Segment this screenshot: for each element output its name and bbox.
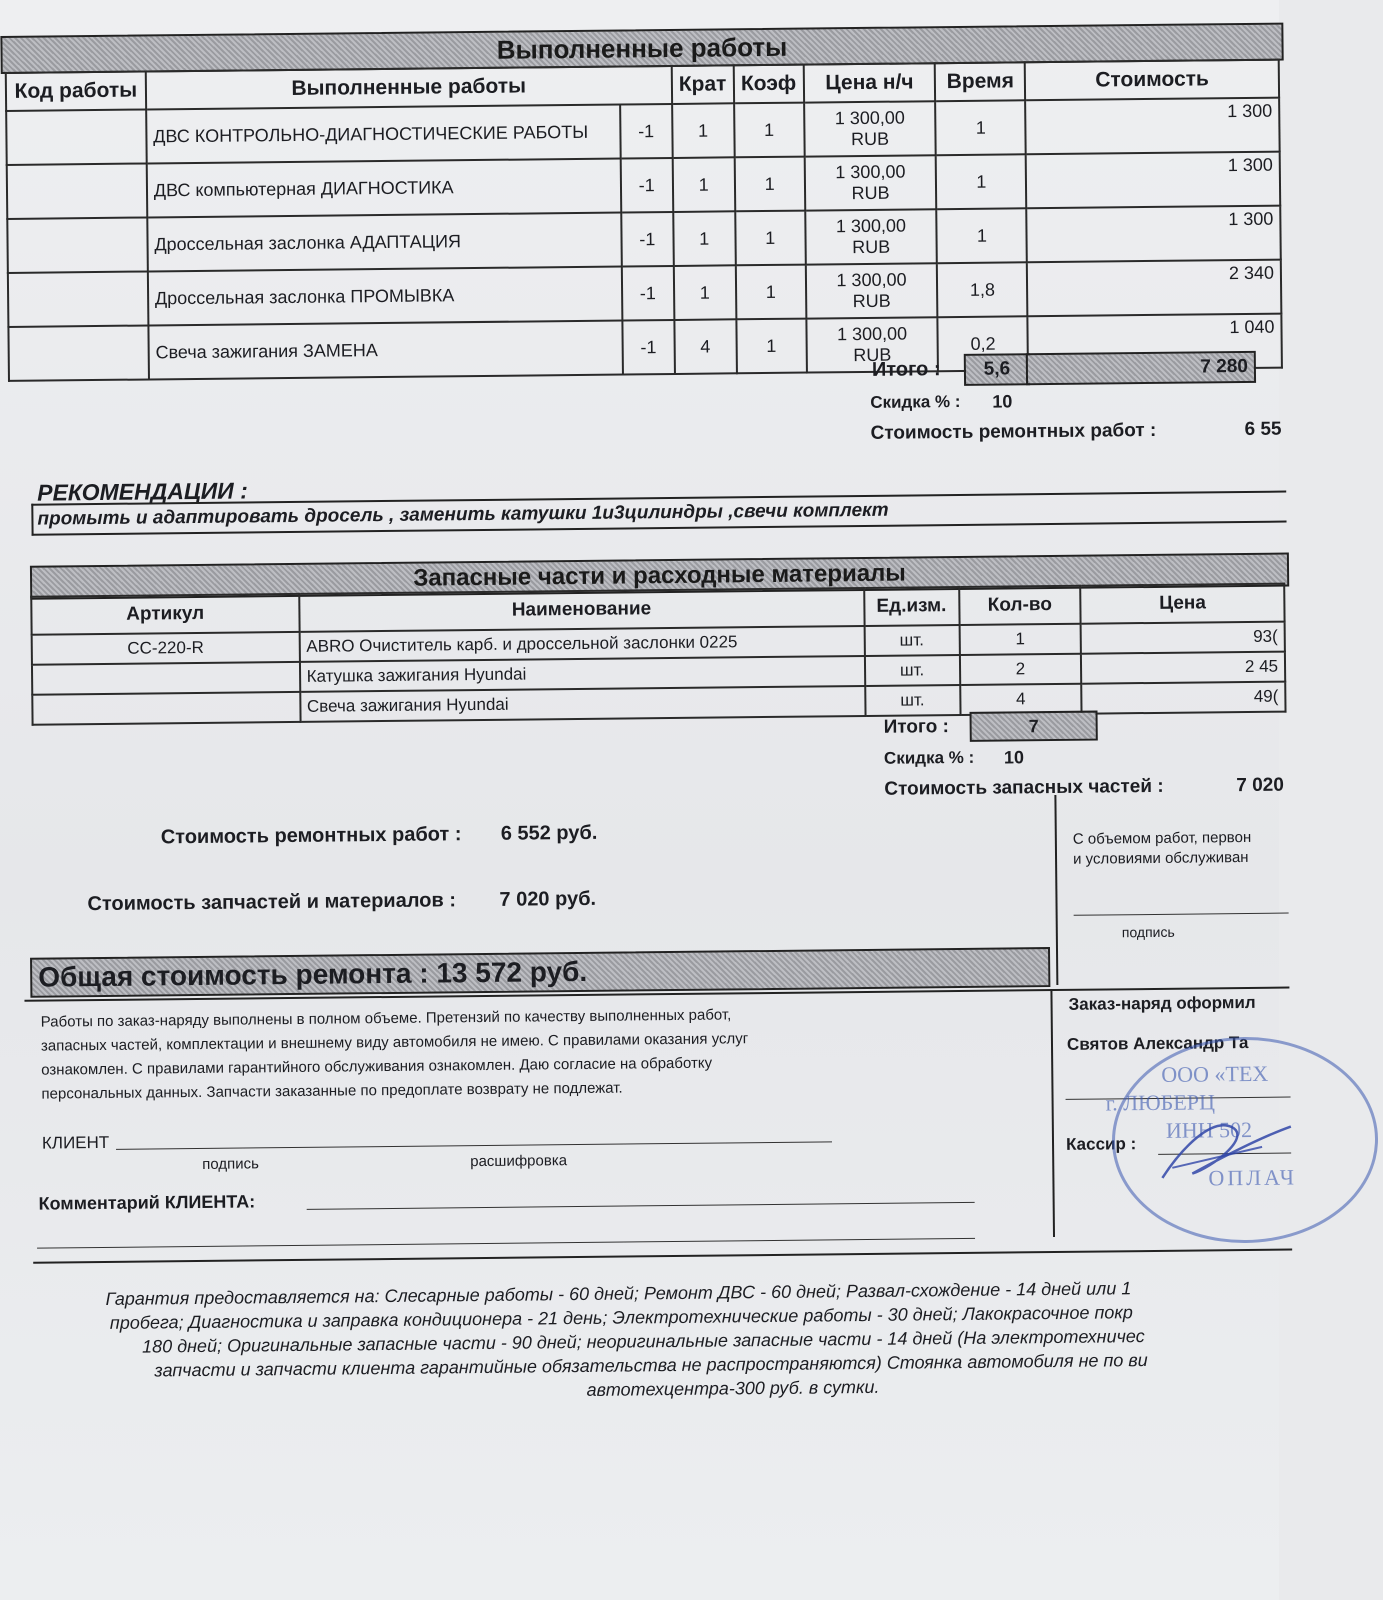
work-koef: 1 (735, 211, 806, 266)
parts-total-qty: 7 (1028, 716, 1039, 737)
work-price (805, 209, 937, 264)
price-currency: RUB (852, 236, 891, 258)
client-decode-label: расшифровка (470, 1152, 568, 1171)
right-divider-lower (1050, 989, 1055, 1237)
works-total-cost: 7 280 (1200, 355, 1249, 378)
work-cost: 2 340 (1027, 260, 1281, 317)
work-time: 1 (937, 208, 1028, 263)
work-code (8, 271, 148, 326)
part-article (32, 692, 300, 725)
work-name: Дроссельная заслонка ПРОМЫВКА (148, 267, 623, 326)
work-m: -1 (622, 266, 674, 321)
warranty-line-2: пробега; Диагностика и заправка кондиционера - 21 день; Электротехнические работы - 30 дней; Лакокрасочное покр (109, 1302, 1133, 1333)
work-cost: 1 040 (1028, 314, 1282, 371)
summary-parts-value: 7 020 руб. (499, 887, 597, 911)
work-name: Свеча зажигания ЗАМЕНА (148, 321, 623, 380)
warranty-line-1: Гарантия предоставляется на: Слесарные работы - 60 дней; Ремонт ДВС - 60 дней; Развал-схождение - 14 дней или 1 (105, 1278, 1132, 1309)
warranty-line-3: 180 дней; Оригинальные запасные части - 90 дней; неоригинальные запасные части - 14 дней (На электротехничес (142, 1326, 1145, 1357)
price-value: 1 300,00 (834, 107, 905, 129)
price-currency: RUB (853, 344, 892, 366)
price-value: 1 300,00 (836, 269, 907, 291)
part-article (32, 662, 300, 695)
work-koef: 1 (736, 319, 807, 374)
work-time: 1 (936, 100, 1027, 155)
part-name: Свеча зажигания Hyundai (300, 686, 865, 722)
part-price: 93( (1081, 622, 1285, 654)
work-koef: 1 (734, 103, 805, 158)
stamp-text-3: ИНН 502 (1165, 1116, 1253, 1143)
price-value: 1 300,00 (836, 323, 908, 345)
part-qty: 1 (959, 624, 1081, 655)
part-price: 2 45 (1081, 652, 1285, 684)
col-krat: Крат (671, 65, 733, 104)
work-krat: 4 (674, 319, 737, 374)
warranty-line-4: запчасти и запчасти клиента гарантийные обязательства не распространяются) Стоянка автомобиля не по ви (154, 1350, 1148, 1381)
recommendations-title: РЕКОМЕНДАЦИИ : (37, 477, 248, 506)
agreement-sign-line (1074, 913, 1289, 916)
part-qty: 2 (959, 654, 1081, 685)
works-total-label: Итого : (871, 358, 941, 381)
client-label: КЛИЕНТ (41, 1132, 110, 1153)
disclaimer-4: персональных данных. Запчасти заказанные по предоплате возврату не подлежат. (41, 1079, 623, 1103)
works-table (5, 59, 1283, 382)
col-code: Код работы (6, 71, 146, 110)
works-total-time-box (964, 353, 1030, 386)
disclaimer-2: запасных частей, комплектации и внешнему виду автомобиля не имею. С правилами оказания услуг (40, 1030, 749, 1055)
parts-table (30, 583, 1286, 726)
col-koef: Коэф (733, 65, 803, 104)
col-time: Время (935, 62, 1025, 101)
price-value: 1 300,00 (835, 215, 907, 237)
works-discount-label: Скидка % : (870, 391, 961, 412)
work-price (804, 155, 936, 210)
part-name: Катушка зажигания Hyundai (300, 656, 865, 692)
client-comment-line-2 (37, 1238, 975, 1249)
part-article: CC-220-R (32, 632, 300, 665)
client-sign-label: подпись (202, 1155, 260, 1173)
work-name: Дроссельная заслонка АДАПТАЦИЯ (147, 213, 622, 272)
work-koef: 1 (735, 265, 806, 320)
work-cost: 1 300 (1025, 98, 1279, 155)
disclaimer-1: Работы по заказ-наряду выполнены в полном объеме. Претензий по качеству выполненных работ, (40, 1006, 732, 1031)
col-cost: Стоимость (1025, 60, 1279, 101)
part-name: ABRO Очиститель карб. и дроссельной заслонки 0225 (299, 626, 864, 662)
summary-parts-label: Стоимость запчастей и материалов : (87, 889, 457, 916)
part-unit: шт. (864, 655, 959, 686)
work-code (8, 325, 148, 380)
summary-works-value: 6 552 руб. (500, 821, 598, 845)
work-time: 0,2 (938, 316, 1029, 371)
works-total-cost-box (1026, 351, 1256, 385)
works-title: Выполненные работы (496, 31, 788, 65)
col-price: Цена н/ч (803, 63, 935, 102)
col-qty: Кол-во (959, 586, 1081, 625)
col-unit: Ед.изм. (864, 587, 959, 626)
warranty-line-5: автотехцентра-300 руб. в сутки. (586, 1376, 880, 1400)
part-unit: шт. (865, 685, 960, 716)
order-made-by: Заказ-наряд оформил (1068, 992, 1256, 1014)
work-time: 1,8 (937, 262, 1028, 317)
work-cost: 1 300 (1027, 206, 1281, 263)
stamp-text-4: ОПЛАЧ (1208, 1164, 1298, 1191)
parts-discount-label: Скидка % : (883, 747, 975, 768)
work-krat: 1 (672, 103, 735, 158)
work-price (804, 101, 936, 156)
right-divider-upper (1054, 795, 1058, 985)
summary-works-label: Стоимость ремонтных работ : (160, 823, 462, 849)
stamp-text-1: ООО «ТЕХ (1161, 1060, 1269, 1087)
client-sign-line (116, 1141, 832, 1149)
part-price: 49( (1082, 682, 1286, 714)
part-qty: 4 (960, 684, 1082, 715)
price-value: 1 300,00 (835, 161, 906, 183)
work-time: 1 (936, 154, 1027, 209)
work-krat: 1 (672, 157, 735, 212)
work-code (6, 109, 146, 164)
cashier-signature (1152, 1107, 1292, 1188)
order-name: Святов Александр Та (1066, 1032, 1249, 1054)
agreement-line1: С объемом работ, первон (1072, 828, 1252, 848)
work-m: -1 (620, 104, 672, 159)
cashier-label: Кассир : (1065, 1134, 1137, 1154)
col-name: Выполненные работы (146, 66, 672, 110)
col-part-name: Наименование (299, 588, 864, 632)
works-total-time: 5,6 (983, 358, 1011, 380)
agreement-line2: и условиями обслуживан (1072, 848, 1249, 868)
work-krat: 1 (674, 265, 737, 320)
client-comment-label: Комментарий КЛИЕНТА: (38, 1191, 256, 1214)
agreement-sign-label: подпись (1121, 923, 1175, 941)
works-sum-label: Стоимость ремонтных работ : (870, 419, 1157, 444)
price-currency: RUB (851, 182, 890, 204)
work-name: ДВС КОНТРОЛЬНО-ДИАГНОСТИЧЕСКИЕ РАБОТЫ (146, 105, 621, 164)
work-m: -1 (620, 158, 672, 213)
parts-title: Запасные части и расходные материалы (413, 559, 906, 592)
work-m: -1 (622, 320, 674, 375)
client-comment-line-1 (307, 1202, 975, 1210)
work-code (7, 163, 147, 218)
parts-sum-value: 7 020 (1236, 774, 1284, 797)
parts-total-qty-box (970, 711, 1098, 742)
work-code (7, 217, 147, 272)
price-currency: RUB (852, 290, 891, 312)
works-discount: 10 (992, 391, 1013, 412)
stamp-text-2: г. ЛЮБЕРЦ (1105, 1089, 1216, 1116)
disclaimer-3: ознакомлен. С правилами гарантийного обслуживания ознакомлен. Даю согласие на обработку (41, 1054, 713, 1079)
parts-total-label: Итого : (883, 716, 949, 738)
work-koef: 1 (734, 157, 805, 212)
works-sum-value: 6 55 (1244, 418, 1282, 440)
price-currency: RUB (850, 128, 890, 150)
work-cost: 1 300 (1026, 152, 1280, 209)
work-m: -1 (621, 212, 673, 267)
grand-total: Общая стоимость ремонта : 13 572 руб. (38, 955, 588, 993)
parts-discount: 10 (1003, 747, 1025, 768)
work-price (805, 263, 937, 318)
recommendations-text: промыть и адаптировать дросель , заменить катушки 1и3цилиндры ,свечи комплект (37, 499, 889, 530)
parts-sum-label: Стоимость запасных частей : (884, 775, 1164, 800)
part-unit: шт. (864, 625, 959, 656)
work-krat: 1 (673, 211, 736, 266)
bottom-separator (33, 1249, 1292, 1264)
col-article: Артикул (31, 594, 299, 635)
col-part-price: Цена (1081, 584, 1285, 624)
work-name: ДВС компьютерная ДИАГНОСТИКА (147, 159, 622, 218)
